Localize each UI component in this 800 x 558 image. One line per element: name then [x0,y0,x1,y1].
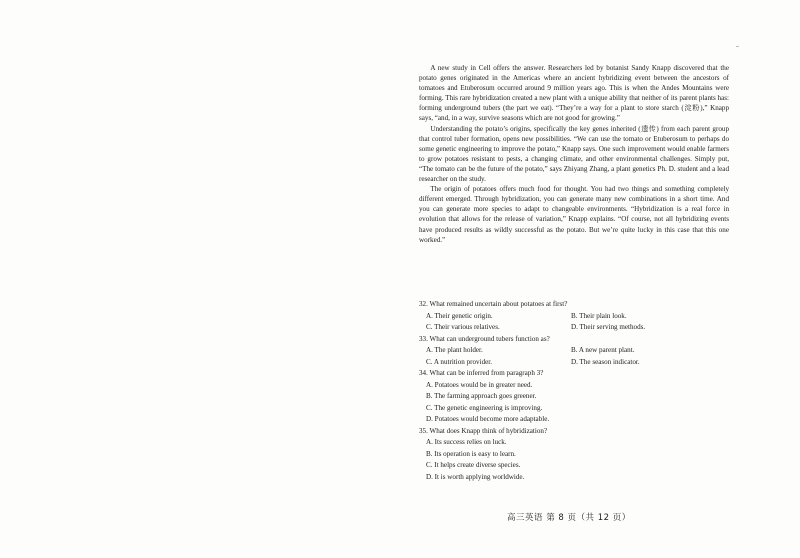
option-b: B. Their plain look. [571,311,627,320]
question-33 [419,334,729,369]
reading-passage [419,63,729,245]
question-35 [419,426,729,484]
option-d: D. The season indicator. [571,357,640,366]
page-footer: 高三英语 第 8 页（共 12 页） [507,513,631,523]
scan-edge-mark [736,46,739,47]
option-d: D. Their serving methods. [571,323,646,331]
question-stem: 35. What does Knapp think of hybridization? [419,426,548,435]
question-list [419,299,729,483]
question-stem: 34. What can be inferred from paragraph 3? [419,369,544,377]
option-a: A. Their genetic origin. [426,311,493,320]
paragraph-1: A new study in Cell offers the answer. Researchers led by botanist Sandy Knapp discovered that the potato genes originated in the Americas where an ancient hybridizing event between the ancestors of tomatoes and Etuberosum occurred around 9 million years ago. This is when the Andes Mountains were forming. This rare hybridization created a new plant with a unique ability that neither of its parent plants has: forming underground tubers (the part we eat). “They’re a way for a plant to store starch (淀粉),” Knapp says, “and, in a way, survive seasons which are not good for growing.” [419,64,729,123]
option-b: B. A new parent plant. [571,346,635,354]
paragraph-2: Understanding the potato’s origins, specifically the key genes inherited (遗传) from each parent group that control tuber formation, opens new possibilities. “We can use the tomato or Etuberosum to perhaps do some genetic engineering to improve the potato,” Knapp says. One such improvement would enable farmers to grow potatoes resistant to pests, a changing climate, and other environmental challenges. Simply put, “The tomato can be the future of the potato,” says Zhiyang Zhang, a plant genetics Ph. D. student and a lead researcher on the study. [419,124,729,184]
option-d: D. Potatoes would become more adaptable. [426,415,550,423]
option-b: B. The farming approach goes greener. [426,392,537,400]
paragraph-3: The origin of potatoes offers much food for thought. You had two things and something completely different emerged. Through hybridization, you can generate many new combinations in a short time. And you can generate more species to adapt to changeable environments. “Hybridization is a real force in evolution that allows for the release of variation,” Knapp explains. “Of course, not all hybridizing events have produced results as wildly successful as the potato. But we’re quite lucky in this case that this one worked.” [419,185,729,244]
question-34 [419,368,729,426]
option-c: C. It helps create diverse species. [426,461,521,469]
option-a: A. The plant holder. [426,346,483,354]
question-stem: 33. What can underground tubers function as? [419,334,550,343]
question-32 [419,299,729,334]
option-a: A. Its success relies on luck. [426,438,507,446]
option-c: C. Their various relatives. [426,323,500,331]
question-stem: 32. What remained uncertain about potatoes at first? [419,300,568,308]
option-a: A. Potatoes would be in greater need. [426,380,533,389]
option-d: D. It is worth applying worldwide. [426,472,525,481]
option-c: C. A nutrition provider. [426,357,493,366]
option-c: C. The genetic engineering is improving. [426,403,543,412]
option-b: B. Its operation is easy to learn. [426,449,516,458]
